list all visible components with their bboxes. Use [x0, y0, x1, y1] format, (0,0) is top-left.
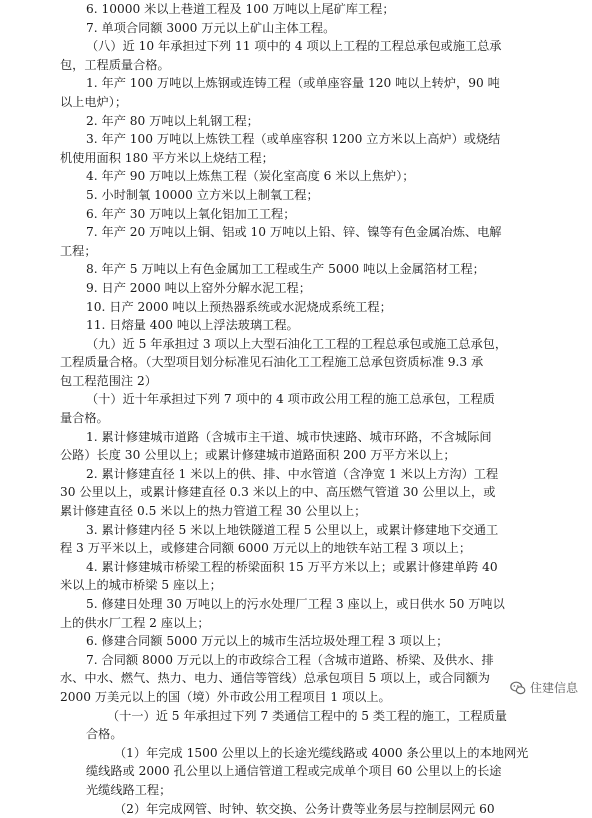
watermark: [510, 679, 578, 696]
text-line: （1）年完成 1500 公里以上的长途光缆线路或 4000 条公里以上的本地网光: [114, 745, 529, 760]
text-line: （2）年完成网管、时钟、软交换、公务计费等业务层与控制层网元 60: [114, 801, 495, 816]
text-line: 7. 单项合同额 3000 万元以上矿山主体工程。: [86, 20, 336, 35]
text-line: （八）近 10 年承担过下列 11 项中的 4 项以上工程的工程总承包或施工总承: [86, 39, 502, 54]
text-line: 3. 年产 100 万吨以上炼铁工程（或单座容积 1200 立方米以上高炉）或烧结: [86, 132, 501, 147]
text-line: （九）近 5 年承担过 3 项以上大型石油化工工程的工程总承包或施工总承包，: [86, 336, 508, 351]
text-line: 包，工程质量合格。: [60, 57, 170, 72]
text-line: 1. 累计修建城市道路（含城市主干道、城市快速路、城市环路，不含城际间: [86, 429, 492, 444]
text-line: 工程质量合格。（大型项目划分标准见石油化工工程施工总承包资质标准 9.3 承: [60, 355, 484, 370]
text-line: 7. 合同额 8000 万元以上的市政综合工程（含城市道路、桥梁、及供水、排: [86, 652, 494, 667]
text-line: 量合格。: [60, 411, 109, 426]
text-line: 公路）长度 30 公里以上；或累计修建城市道路面积 200 万平方米以上；: [60, 448, 456, 463]
text-line: 累计修建直径 0.5 米以上的热力管道工程 30 公里以上；: [60, 504, 367, 519]
text-line: 4. 累计修建城市桥梁工程的桥梁面积 15 万平方米以上；或累计修建单跨 40: [86, 559, 498, 574]
text-line: 8. 年产 5 万吨以上有色金属加工工程或生产 5000 吨以上金属箔材工程；: [86, 262, 485, 277]
text-line: 米以上的城市桥梁 5 座以上；: [60, 578, 222, 593]
text-line: 30 公里以上，或累计修建直径 0.3 米以上的中、高压燃气管道 30 公里以上，或: [60, 485, 496, 500]
text-line: 合格。: [86, 727, 123, 742]
text-line: 2. 年产 80 万吨以上轧钢工程；: [86, 113, 259, 128]
text-line: 3. 累计修建内径 5 米以上地铁隧道工程 5 公里以上，或累计修建地下交通工: [86, 522, 499, 537]
text-line: 光缆线路工程；: [86, 782, 172, 797]
text-line: 机使用面积 180 平方米以上烧结工程；: [60, 150, 274, 165]
text-line: 水、中水、燃气、热力、电力、通信等管线）总承包项目 5 项以上，或合同额为: [60, 671, 490, 686]
text-line: 5. 小时制氧 10000 立方米以上制氧工程；: [86, 187, 319, 202]
text-line: 工程；: [60, 243, 97, 258]
text-line: 6. 年产 30 万吨以上氧化铝加工工程；: [86, 206, 296, 221]
watermark-text: 住建信息: [529, 681, 578, 695]
wechat-bubble-icon: [510, 680, 526, 696]
text-line: 以上电炉）；: [60, 94, 128, 109]
text-line: 7. 年产 20 万吨以上铜、铝或 10 万吨以上铅、锌、镍等有色金属冶炼、电解: [86, 225, 502, 240]
text-line: 11. 日熔量 400 吨以上浮法玻璃工程。: [86, 318, 299, 333]
text-line: 9. 日产 2000 吨以上窑外分解水泥工程；: [86, 280, 311, 295]
text-line: 6. 10000 米以上巷道工程及 100 万吨以上尾矿库工程；: [86, 2, 395, 16]
text-line: 上的供水厂工程 2 座以上；: [60, 615, 210, 630]
text-line: 4. 年产 90 万吨以上炼焦工程（炭化室高度 6 米以上焦炉）；: [86, 169, 415, 184]
document-body: [60, 0, 578, 818]
text-line: 5. 修建日处理 30 万吨以上的污水处理厂工程 3 座以上，或日供水 50 万吨以: [86, 597, 505, 611]
text-line: 6. 修建合同额 5000 万元以上的城市生活垃圾处理工程 3 项以上；: [86, 634, 449, 649]
text-line: （十）近十年承担过下列 7 项中的 4 项市政公用工程的施工总承包，工程质: [86, 392, 495, 407]
text-line: 缆线路或 2000 孔公里以上通信管道工程或完成单个项目 60 公里以上的长途: [86, 764, 502, 779]
text-line: 1. 年产 100 万吨以上炼钢或连铸工程（或单座容量 120 吨以上转炉，90 吨: [86, 76, 500, 91]
text-line: （十一）近 5 年承担过下列 7 类通信工程中的 5 类工程的施工，工程质量: [107, 708, 507, 723]
text-line: 包工程范围注 2）: [60, 373, 157, 388]
text-line: 2000 万美元以上的国（境）外市政公用工程项目 1 项以上。: [60, 689, 391, 704]
text-line: 程 3 万平米以上，或修建合同额 6000 万元以上的地铁车站工程 3 项以上；: [60, 541, 472, 556]
text-line: 2. 累计修建直径 1 米以上的供、排、中水管道（含净宽 1 米以上方沟）工程: [86, 466, 499, 481]
text-line: 10. 日产 2000 吨以上预热器系统或水泥烧成系统工程；: [86, 299, 392, 314]
